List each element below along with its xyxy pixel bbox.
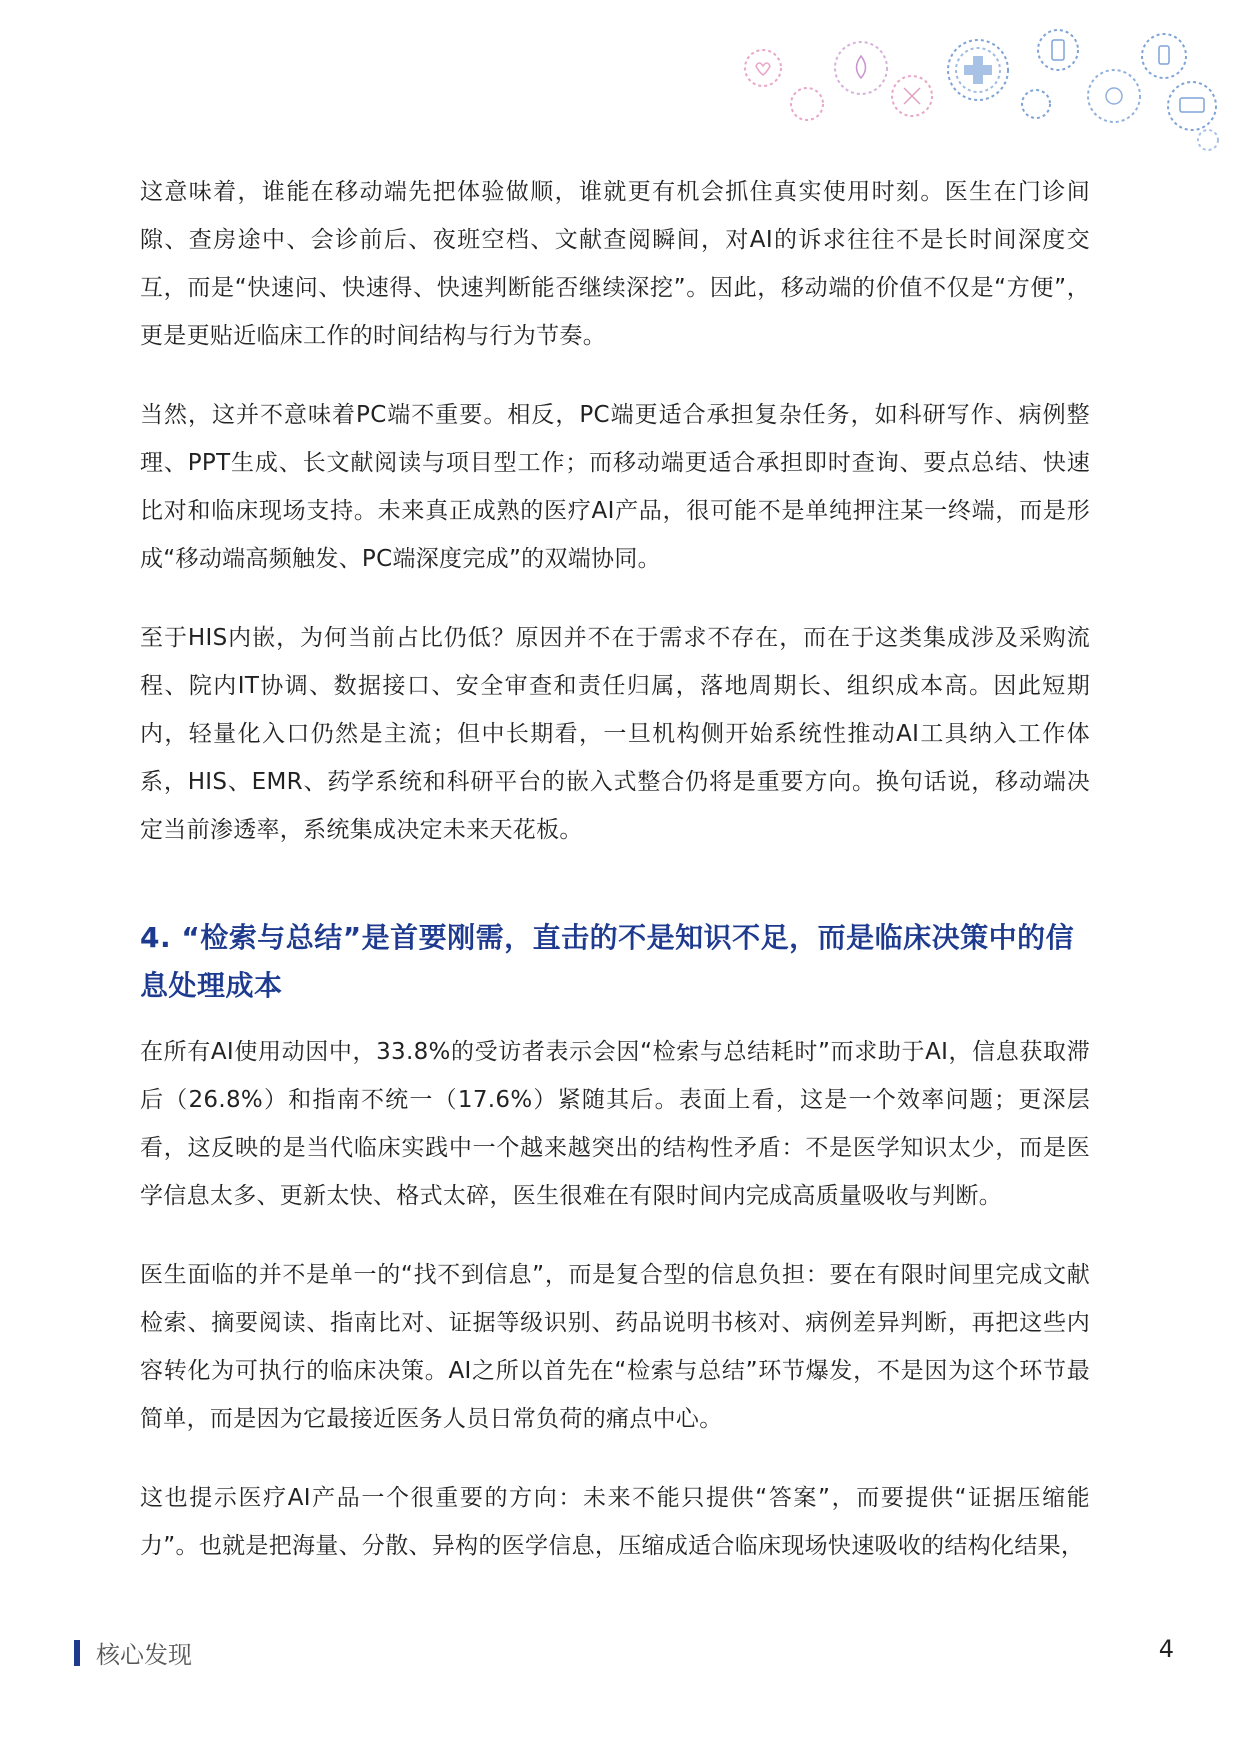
section-heading: 4. “检索与总结”是首要刚需，直击的不是知识不足，而是临床决策中的信息处理成本 bbox=[140, 921, 1075, 1002]
monitor-icon bbox=[1168, 82, 1216, 130]
footer-section-label: 核心发现 bbox=[96, 1641, 192, 1669]
body-paragraph: 医生面临的并不是单一的“找不到信息”，而是复合型的信息负担：要在有限时间里完成文献检索、摘要阅读、指南比对、证据等级识别、药品说明书核对、病例差异判断，再把这些内容转化为可执行的临床决策。AI之所以首先在“检索与总结”环节爆发，不是因为这个环节最简单，而是因为它最接近医务人员日常负荷的痛点中心。 bbox=[140, 1262, 1090, 1432]
body-paragraph: 在所有AI使用动因中，33.8%的受访者表示会因“检索与总结耗时”而求助于AI，信息获取滞后（26.8%）和指南不统一（17.6%）紧随其后。表面上看，这是一个效率问题；更深层看，这反映的是当代临床实践中一个越来越突出的结构性矛盾：不是医学知识太少，而是医学信息太多、更新太快、格式太碎，医生很难在有限时间内完成高质量吸收与判断。 bbox=[140, 1039, 1090, 1209]
header-medical-icons-decoration bbox=[0, 0, 1240, 160]
molecule-icon bbox=[1088, 70, 1140, 122]
body-paragraph: 这意味着，谁能在移动端先把体验做顺，谁就更有机会抓住真实使用时刻。医生在门诊间隙、查房途中、会诊前后、夜班空档、文献查阅瞬间，对AI的诉求往往不是长时间深度交互，而是“快速问、快速得、快速判断能否继续深挖”。因此，移动端的价值不仅是“方便”，更是更贴近临床工作的时间结构与行为节奏。 bbox=[140, 179, 1090, 349]
heartbeat-icon bbox=[791, 88, 823, 120]
drop-icon bbox=[835, 42, 887, 94]
heart-icon bbox=[745, 50, 781, 86]
page-number: 4 bbox=[1158, 1635, 1174, 1663]
body-paragraph: 这也提示医疗AI产品一个很重要的方向：未来不能只提供“答案”，而要提供“证据压缩能力”。也就是把海量、分散、异构的医学信息，压缩成适合临床现场快速吸收的结构化结果， bbox=[140, 1485, 1090, 1559]
footer-accent-bar bbox=[74, 1640, 80, 1666]
body-paragraph: 至于HIS内嵌，为何当前占比仍低？原因并不在于需求不存在，而在于这类集成涉及采购流程、院内IT协调、数据接口、安全审查和责任归属，落地周期长、组织成本高。因此短期内，轻量化入口仍然是主流；但中长期看，一旦机构侧开始系统性推动AI工具纳入工作体系，HIS、EMR、药学系统和科研平台的嵌入式整合仍将是重要方向。换句话说，移动端决定当前渗透率，系统集成决定未来天花板。 bbox=[140, 625, 1090, 843]
phone-icon bbox=[1038, 30, 1078, 70]
vial-icon bbox=[1142, 34, 1186, 78]
body-paragraph: 当然，这并不意味着PC端不重要。相反，PC端更适合承担复杂任务，如科研写作、病例整理、PPT生成、长文献阅读与项目型工作；而移动端更适合承担即时查询、要点总结、快速比对和临床现场支持。未来真正成熟的医疗AI产品，很可能不是单纯押注某一终端，而是形成“移动端高频触发、PC端深度完成”的双端协同。 bbox=[140, 402, 1090, 572]
main-content bbox=[140, 168, 1090, 1601]
page-footer bbox=[74, 1633, 1174, 1673]
heart-icon bbox=[1022, 90, 1050, 118]
